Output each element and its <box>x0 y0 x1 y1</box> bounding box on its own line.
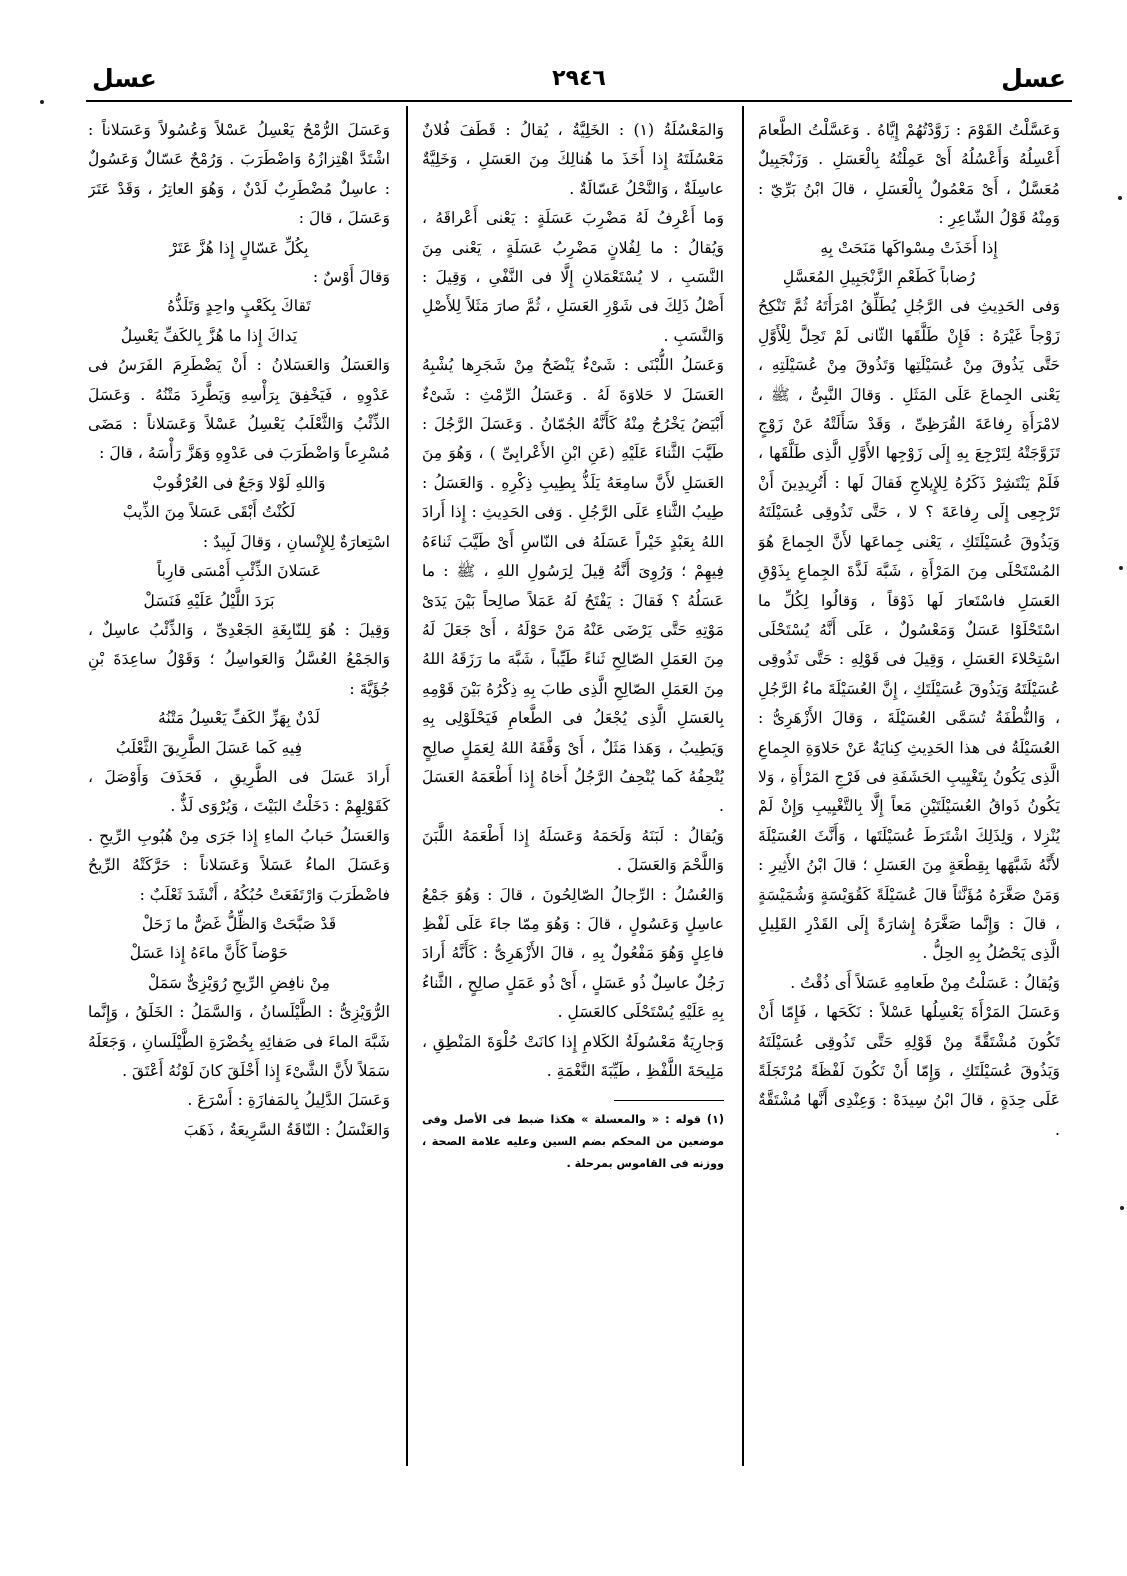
page-number: ٢٩٤٦ <box>552 66 606 91</box>
column-middle <box>422 116 724 1466</box>
paragraph: أَرادَ عَسَلَ فى الطَّرِيقِ ، فَحَذَفَ وَأَوْصَلَ ، كَقَوْلِهِمْ : دَخَلْتُ البَيْتَ ، وَيُرْوَى لَذٌّ . <box>88 767 390 816</box>
paragraph: وَعَسَلَ الرُّمْحُ يَعْسِلُ عَسْلاً وَعُسُولاً وَعَسَلاناً : اشْتَدَّ اهْتِزازُهُ وَاضْطَرَبَ . وَرُمْحٌ عَسّالٌ وَعَسُولٌ : عاسِلٌ مُضْطَرِبٌ لَدْنٌ ، وَهُوَ العاتِرُ ، وَقَدْ عَتَرَ وَعَسَلَ ، قالَ : <box>88 121 390 228</box>
paragraph: وَعَسَلَ المَرْأَةَ يَعْسِلُها عَسْلاً : نَكَحَها ، فَإِمّا أَنْ تَكُونَ مُشْتَقَّةً مِنْ قَوْلِهِ حَتَّى تَذُوقِى عُسَيْلَتَهُ وَيَذُوقَ عُسَيْلَتَكِ ، وَإِمّا أَنْ تَكُونَ لَفْظَةً مُرْتَجَلَةً عَلَى حِدَةٍ ، قالَ ابْنُ سِيدَهْ : وَعِنْدِى أَنَّها مُشْتَقَّةٌ . <box>758 1003 1060 1139</box>
header-root-word-right: عسل <box>1001 64 1066 93</box>
header-rule <box>86 100 1072 102</box>
verse-line: بِكُلِّ عَسّالٍ إِذا هُزَّ عَتَرْ <box>169 238 309 257</box>
verse-line: فِيهِ كَما عَسَلَ الطَّرِيقَ الثَّعْلَبُ <box>115 738 303 757</box>
column-right <box>758 116 1060 1466</box>
page-header <box>86 62 1072 102</box>
paragraph: وَفى الحَدِيثِ فى الرَّجُلِ يُطَلِّقُ امْرَأَتَهُ ثُمَّ تَنْكِحُ زَوْجاً غَيْرَهُ : فَإِنْ طَلَّقَها الثّانى لَمْ تَحِلَّ لِلْأَوَّلِ حَتَّى يَذُوقَ مِنْ عُسَيْلَتِها وَتَذُوقَ مِنْ عُسَيْلَتِهِ ، يَعْنى الجِماعَ عَلَى المَثَلِ . وَقالَ النَّبِىُّ ، ﷺ ، لامْرَأَةِ رِفاعَةَ القُرَظِىِّ ، وَقَدْ سَأَلَتْهُ عَنْ زَوْجٍ تَزَوَّجَتْهُ لِتَرْجِعَ بِهِ إِلَى زَوْجِها الأَوَّلِ الَّذِى طَلَّقَها ، فَلَمْ يَنْتَشِرْ ذَكَرُهُ لِلإِيلاجِ فَقالَ لَها : أَتُرِيدِينَ أَنْ تَرْجِعِى إِلَى رِفاعَةَ ؟ لا ، حَتَّى تَذُوقِى عُسَيْلَتَهُ وَيَذُوقَ عُسَيْلَتَكِ ، يَعْنى جِماعَها لأَنَّ الجِماعَ هُوَ المُسْتَحْلَى مِنَ المَرْأَةِ ، شَبَّهَ لَذَّةَ الجِماعِ بِذَوْقِ العَسَلِ فاسْتَعارَ لَها ذَوْقاً ، وَقالُوا لِكُلِّ ما اسْتَحْلَوْا عَسَلٌ وَمَعْسُولٌ ، عَلَى أَنَّهُ يُسْتَحْلَى اسْتِحْلاءَ العَسَلِ ، وَقِيلَ فى قَوْلِهِ : حَتَّى تَذُوقِى عُسَيْلَتَهُ وَيَذُوقَ عُسَيْلَتَكِ ، إِنَّ العُسَيْلَةَ ماءُ الرَّجُلِ ، وَالنُّطْفَةُ تُسَمَّى العُسَيْلَةَ ، وَقالَ الأَزْهَرِىُّ : العُسَيْلَةُ فى هذا الحَدِيثِ كِنايَةٌ عَنْ حَلاوَةِ الجِماعِ الَّذِى يَكُونُ بِتَغْيِيبِ الحَشَفَةِ فى فَرْجِ المَرْأَةِ ، وَلا يَكُونُ ذَواقُ العُسَيْلَتَيْنِ مَعاً إِلَّا بِالتَّغْيِيبِ وَإِنْ لَمْ يُنْزِلا ، وَلِذَلِكَ اشْتَرَطَ عُسَيْلَتَها ، وَأَنَّثَ العُسَيْلَةَ لأَنَّهُ شَبَّهَها بِقِطْعَةٍ مِنَ العَسَلِ ؛ قالَ ابْنُ الأَثِيرِ : وَمَنْ صَغَّرَهُ مُؤَنَّثاً قالَ عُسَيْلَةً كَقُوَيْسَةٍ وَشُمَيْسَةٍ ، قالَ : وَإِنَّما صَغَّرَهُ إِشارَةً إِلَى القَدْرِ القَلِيلِ الَّذِى يَحْصُلُ بِهِ الحِلُّ . <box>758 297 1060 963</box>
footnote: (١) قوله : « والمعسلة » هكذا ضبط فى الأصل وفى موضعين من المحكم بضم السين وعليه علامة الصحة ، ووزنه فى القاموس بمرحلة . <box>422 1113 724 1171</box>
column-left <box>88 116 390 1466</box>
paragraph: وَعَسَّلْتُ القَوْمَ : زَوَّدْتُهُمْ إِيَّاهُ . وَعَسَّلْتُ الطَّعامَ أَعْسِلُهُ وَأَعْسُلُهُ أَىْ عَمِلْتُهُ بِالْعَسَلِ . وَزَنْجَبِيلٌ مُعَسَّلٌ ، أَىْ مَعْمُولٌ بِالْعَسَلِ ، قالَ ابْنُ بَرِّيّ : وَمِنْهُ قَوْلُ الشّاعِرِ : <box>758 121 1060 228</box>
verse-line: مِنْ نافِضِ الرِّيحِ رُوَيْزِىٌّ سَمَلْ <box>148 973 330 992</box>
verse-line: قَدْ صَبَّحَتْ وَالظِّلُّ غَضٌّ ما زَحَلْ <box>141 914 337 933</box>
scan-mark <box>1119 566 1123 570</box>
paragraph: وَما أَعْرِفُ لَهُ مَضْرِبَ عَسَلَةٍ : يَعْنى أَعْراقَهُ ، وَيُقالُ : ما لِفُلانٍ مَضْرِبُ عَسَلَةٍ ، يَعْنى مِنَ النَّسَبِ ، لا يُسْتَعْمَلانِ إِلَّا فى النَّفْىِ ، وَقِيلَ : أَصْلُ ذَلِكَ فى شَوْرِ العَسَلِ ، ثُمَّ صارَ مَثَلاً لِلأَصْلِ وَالنَّسَبِ . <box>422 209 724 345</box>
paragraph: اسْتِعارَةٌ لِلإِنْسانِ ، وَقالَ لَبِيدٌ : <box>202 532 390 551</box>
paragraph: الرُّوَيْزِىُّ : الطَّيْلَسانُ ، وَالسَّمَلُ : الخَلَقُ ، وَإِنَّما شَبَّهَ الماءَ فى صَفائِهِ بِخُضْرَةِ الطَّيْلَسانِ ، وَجَعَلَهُ سَمَلاً لأَنَّ الشَّىْءَ إِذا أَخْلَقَ كانَ لَوْنُهُ أَعْتَقَ . <box>88 1003 390 1080</box>
paragraph: وَعَسَلَ الدَّلِيلُ بِالمَفازَةِ : أَسْرَعَ . <box>187 1091 390 1110</box>
verse-line: بَرَدَ اللَّيْلُ عَلَيْهِ فَنَسَلْ <box>143 591 275 610</box>
column-divider-left <box>406 106 408 1466</box>
verse-line: إِذا أَخَذَتْ مِسْواكَها مَنَحَتْ بِهِ <box>820 238 998 257</box>
verse-line: عَسَلانَ الذِّئْبِ أَمْسَى قارِباً <box>156 562 322 581</box>
verse-line: حَوْضاً كَأَنَّ ماءَهُ إِذا عَسَلْ <box>129 944 289 963</box>
paragraph: وَعَسَلُ اللُّبْنَى : شَىْءٌ يَنْضَحُ مِنْ شَجَرِها يُشْبِهُ العَسَلَ لا حَلاوَةَ لَهُ . وَعَسَلُ الرِّمْثِ : شَىْءٌ أَبْيَضُ يَخْرُجُ مِنْهُ كَأَنَّهُ الجُمّانُ . وَعَسَلَ الرَّجُلَ : طَيَّبَ الثَّناءَ عَلَيْهِ (عَنِ ابْنِ الأَعْرابِىِّ ) ، وَهُوَ مِنَ العَسَلِ لأَنَّ سامِعَهُ يَلَذُّ بِطِيبِ ذِكْرِهِ . وَالعَسَلُ : طِيبُ الثَّناءِ عَلَى الرَّجُلِ . وَفى الحَدِيثِ : إِذا أَرادَ اللهُ بِعَبْدٍ خَيْراً عَسَلَهُ فى النّاسِ أَىْ طَيَّبَ ثَناءَهُ فِيهِمْ ؛ وَرُوِىَ أَنَّهُ قِيلَ لِرَسُولِ اللهِ ، ﷺ : ما عَسَلُهُ ؟ فَقالَ : يَفْتَحُ لَهُ عَمَلاً صالِحاً بَيْنَ يَدَىْ مَوْتِهِ حَتَّى يَرْضَى عَنْهُ مَنْ حَوْلَهُ ، أَىْ جَعَلَ لَهُ مِنَ العَمَلِ الصّالِحِ ثَناءً طَيِّباً ، شَبَّهَ ما رَزَقَهُ اللهُ مِنَ العَمَلِ الصّالِحِ الَّذِى طابَ بِهِ ذِكْرُهُ بَيْنَ قَوْمِهِ بِالعَسَلِ الَّذِى يُجْعَلُ فى الطَّعامِ فَيَحْلَوْلِى بِهِ وَيَطِيبُ ، وَهَذا مَثَلٌ ، أَىْ وَفَّقَهُ اللهُ لِعَمَلٍ صالِحٍ يُتْحِفُهُ كَما يُتْحِفُ الرَّجُلُ أَخاهُ إِذا أَطْعَمَهُ العَسَلَ . <box>422 356 724 816</box>
paragraph: وَقِيلَ : هُوَ لِلنّابِغَةِ الجَعْدِىِّ ، وَالذِّئْبُ عاسِلٌ ، وَالجَمْعُ العُسَّلُ وَالعَواسِلُ ؛ وَقَوْلُ ساعِدَةَ بْنِ جُؤَيَّةَ : <box>88 620 390 698</box>
paragraph: وَجارِيَةٌ مَعْسُولَةُ الكَلامِ إِذا كانَتْ حُلْوَةَ المَنْطِقِ ، مَلِيحَةَ اللَّفْظِ ، طَيِّبَةَ النَّغْمَةِ . <box>422 1032 724 1080</box>
paragraph: وَقالَ أَوْسٌ : <box>312 268 390 287</box>
column-divider-right <box>742 106 744 1466</box>
verse-line: تَقاكَ بِكَعْبٍ واحِدٍ وَتَلَذُّهُ <box>167 297 311 316</box>
paragraph: وَالعَسَلُ حَبابُ الماءِ إِذا جَرَى مِنْ هُبُوبِ الرِّيحِ . وَعَسَلَ الماءُ عَسَلاً وَعَسَلاناً : حَرَّكَتْهُ الرِّيحُ فاضْطَرَبَ وَارْتَفَعَتْ حُبُكُهُ ، أَنْشَدَ ثَعْلَبٌ : <box>88 826 390 904</box>
verse-line: رُضاباً كَطَعْمِ الزَّنْجَبِيلِ المُعَسَّلِ <box>782 268 976 287</box>
paragraph: وَالعُسُلُ : الرِّجالُ الصّالِحُونَ ، قالَ : وَهُوَ جَمْعُ عاسِلٍ وَعَسُولٍ ، قالَ : وَهُوَ مِمّا جاءَ عَلَى لَفْظِ فاعِلٍ وَهُوَ مَفْعُولٌ بِهِ ، قالَ الأَزْهَرِىُّ : كَأَنَّهُ أَرادَ رَجُلٌ عاسِلٌ ذُو عَسَلٍ ، أَىْ ذُو عَمَلٍ صالِحٍ ، الثَّناءُ بِهِ عَلَيْهِ يُسْتَحْلَى كالعَسَلِ . <box>422 885 724 1022</box>
paragraph: وَيُقالُ : لَبَنَهُ وَلَحَمَهُ وَعَسَلَهُ إِذا أَطْعَمَهُ اللَّبَنَ وَاللَّحْمَ وَالعَسَلَ . <box>422 826 724 875</box>
paragraph: وَيُقالُ : عَسَلْتُ مِنْ طَعامِهِ عَسَلاً أَى ذُقْتُ . <box>790 973 1060 992</box>
footnote-rule <box>614 1100 724 1101</box>
verse-line: لَكُنْتُ أَبْقَى عَسَلاً مِنَ الذِّيبْ <box>122 503 296 522</box>
verse-line: يَداكَ إِذا ما هُزَّ بِالكَفِّ يَعْسِلُ <box>120 326 298 345</box>
scan-mark <box>1120 1206 1124 1210</box>
paragraph: وَالمَعْسُلَةُ (١) : الخَلِيَّةُ ، يُقالُ : قَطَفَ فُلانٌ مَعْسُلَتَهُ إِذا أَخَذَ ما هُنالِكَ مِنَ العَسَلِ ، وَخَلِيَّةٌ عاسِلَةٌ ، وَالنَّحْلُ عَسّالَةٌ . <box>422 121 724 198</box>
verse-line: لَدْنٌ بِهَزِّ الكَفِّ يَعْسِلُ مَتْنُهُ <box>158 709 320 728</box>
verse-line: وَاللهِ لَوْلا وَجَعٌ فى العُرْقُوبْ <box>152 473 326 492</box>
scan-mark <box>1118 196 1122 200</box>
header-root-word-left: عسل <box>92 64 157 93</box>
paragraph: وَالعَنْسَلُ : النّاقَةُ السَّرِيعَةُ ، ذَهَبَ <box>183 1120 390 1139</box>
paragraph: وَالعَسَلُ وَالعَسَلانُ : أَنْ يَضْطَرِمَ الفَرَسُ فى عَدْوِهِ ، فَيَخْفِقَ بِرَأْسِهِ وَيَطَّرِدَ مَتْنُهُ . وَعَسَلَ الذِّئْبُ وَالثَّعْلَبُ يَعْسِلُ عَسْلاً وَعَسَلاناً : مَضَى مُسْرِعاً وَاضْطَرَبَ فى عَدْوِهِ وَهَزَّ رَأْسَهُ ، قالَ : <box>88 356 390 463</box>
scan-mark <box>40 100 44 104</box>
